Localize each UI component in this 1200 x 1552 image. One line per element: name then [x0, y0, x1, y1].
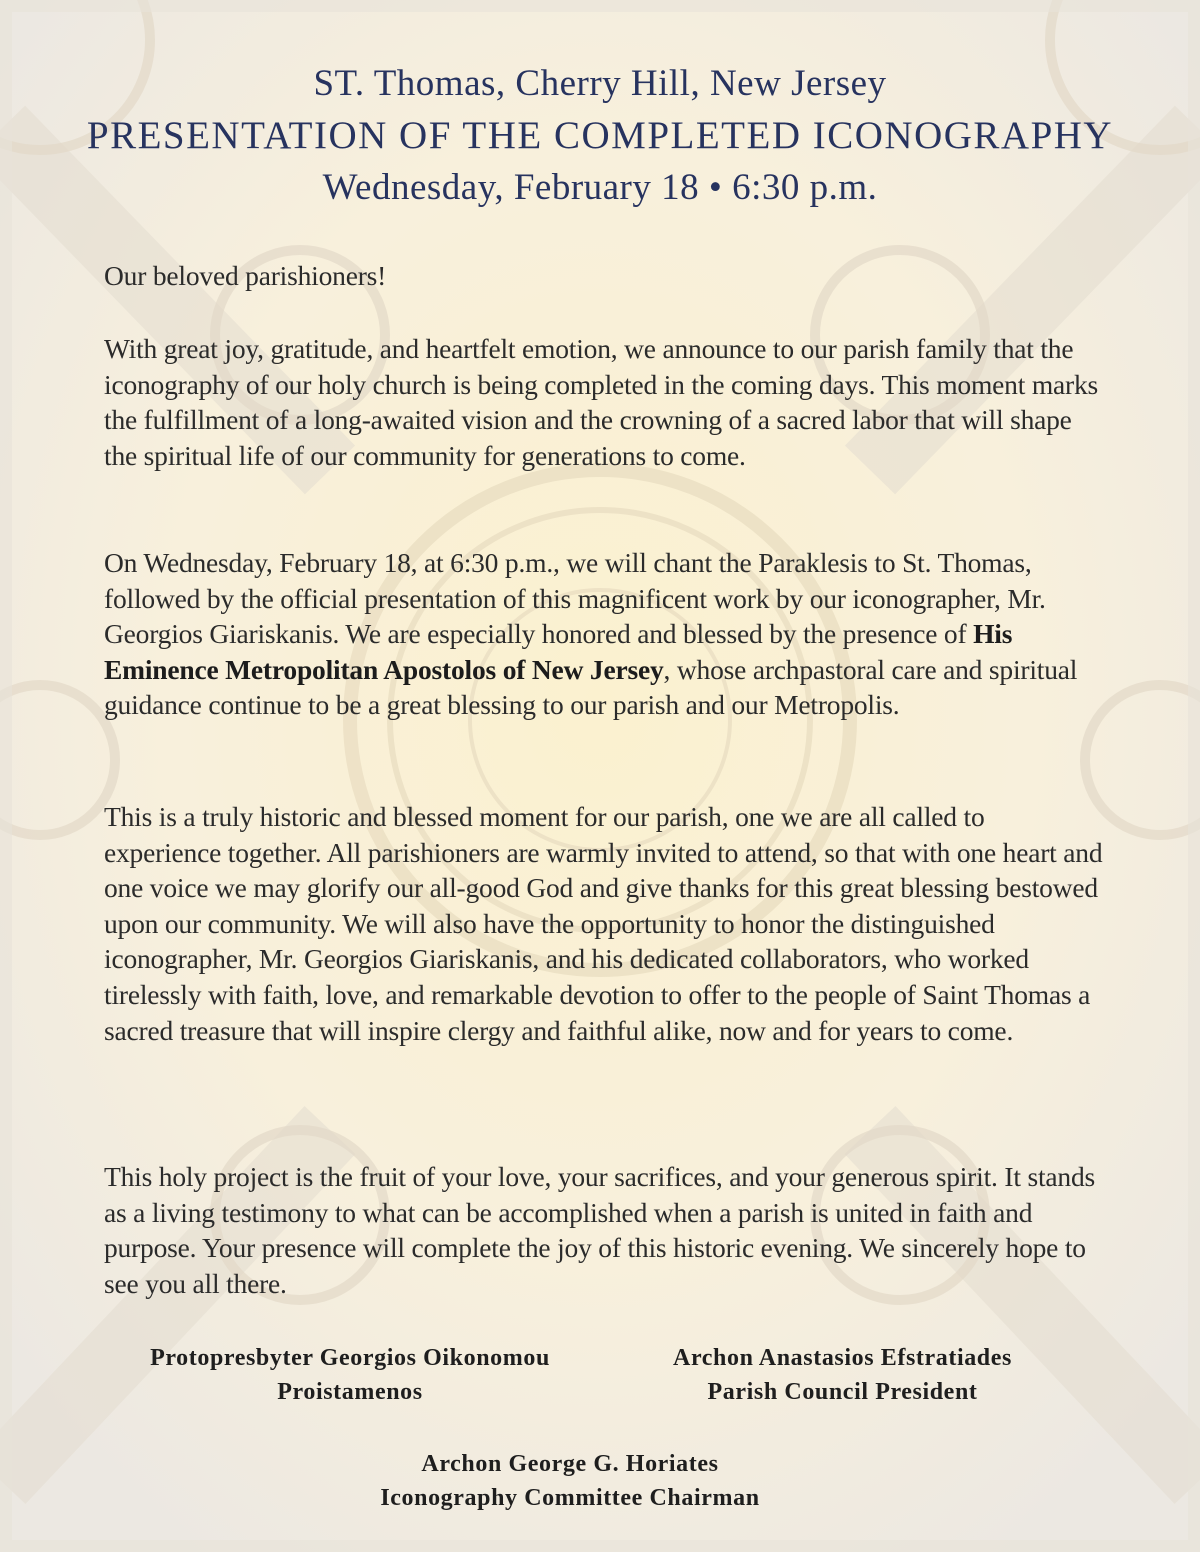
- letter-paragraph-4: This holy project is the fruit of your love, your sacrifices, and your generous spirit. It stands as a living testimony to what can be accomplished when a parish is united in faith and purpose. Your presence will complete the joy of this historic evening. We sincerely hope to see you all there.: [104, 1161, 1095, 1299]
- metropolitan-name: His Eminence Metropolitan Apostolos of New Jersey: [104, 618, 1013, 685]
- signature-committee-chairman: [300, 1447, 840, 1515]
- event-date-heading: Wednesday, February 18 • 6:30 p.m.: [322, 167, 878, 208]
- signature-council-president: [620, 1341, 1065, 1409]
- letter-paragraph-2: [104, 545, 1104, 723]
- church-name-heading: ST. Thomas, Cherry Hill, New Jersey: [313, 63, 887, 104]
- signature-name: Archon Anastasios Efstratiades: [673, 1345, 1012, 1371]
- signature-title: Parish Council President: [707, 1379, 978, 1405]
- letter-paragraph-3: This is a truly historic and blessed moment for our parish, one we are all called to experience together. All parishioners are warmly invited to attend, so that with one heart and one voice we may glorify our all-good God and give thanks for this great blessing bestowed upon our community. We will also have the opportunity to honor the distinguished iconographer, Mr. Georgios Giariskanis, and his dedicated collaborators, who worked tirelessly with faith, love, and remarkable devotion to offer to the people of Saint Thomas a sacred treasure that will inspire clergy and faithful alike, now and for years to come.: [104, 801, 1103, 1046]
- letter-greeting: Our beloved parishioners!: [104, 260, 387, 291]
- signature-title: Proistamenos: [277, 1379, 423, 1405]
- event-title-heading: PRESENTATION OF THE COMPLETED ICONOGRAPHY: [86, 114, 1114, 157]
- signature-name: Archon George G. Horiates: [421, 1451, 719, 1477]
- signature-title: Iconography Committee Chairman: [380, 1485, 760, 1511]
- signature-name: Protopresbyter Georgios Oikonomou: [150, 1345, 550, 1371]
- paragraph-2-start: On Wednesday, February 18, at 6:30 p.m., we will chant the Paraklesis to St. Thomas, followed by the official presentation of this magnificent work by our iconographer, Mr. Georgios Giariskanis. We are especially honored and blessed by the presence of: [104, 547, 1046, 650]
- letter-paragraph-1: With great joy, gratitude, and heartfelt emotion, we announce to our parish family that the iconography of our holy church is being completed in the coming days. This moment marks the fulfillment of a long-awaited vision and the crowning of a sacred labor that will shape the spiritual life of our community for generations to come.: [104, 333, 1099, 471]
- signature-proistamenos: [100, 1341, 600, 1409]
- paragraph-2-end: , whose archpastoral care and spiritual guidance continue to be a great blessing to our parish and our Metropolis.: [104, 653, 1078, 721]
